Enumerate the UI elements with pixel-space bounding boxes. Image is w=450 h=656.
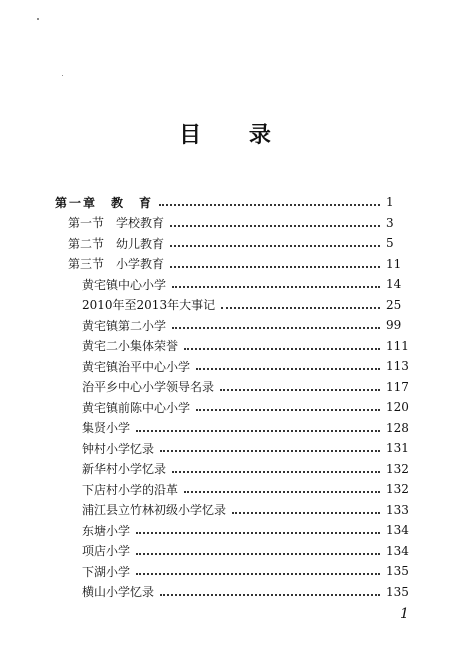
scan-speck <box>37 18 39 20</box>
toc-entry <box>82 274 408 294</box>
toc-entry-page: 135 <box>386 584 409 599</box>
toc-entry-title: 钟村小学忆录 <box>82 441 155 456</box>
toc-entry-title: 集贤小学 <box>82 421 131 435</box>
toc-entry <box>82 295 408 315</box>
dot-leader <box>172 471 380 473</box>
toc-entry-page: 133 <box>386 502 409 517</box>
toc-entry-title: 下店村小学的沿革 <box>82 482 179 497</box>
toc-entry <box>82 582 408 602</box>
toc-entry-page: 99 <box>386 318 402 332</box>
dot-leader <box>184 491 380 493</box>
toc-entry-page: 135 <box>386 564 409 578</box>
toc-entry-page: 131 <box>386 441 409 455</box>
toc-entry-page: 134 <box>386 523 409 537</box>
dot-leader <box>136 573 380 575</box>
dot-leader <box>159 204 380 206</box>
toc-entry <box>68 213 408 233</box>
toc-entry <box>82 377 408 397</box>
toc-entry <box>82 561 408 581</box>
toc-entry-title: 横山小学忆录 <box>82 585 155 599</box>
toc-entry-page: 117 <box>386 379 409 394</box>
toc-entry-page: 111 <box>386 338 409 353</box>
toc-entry-title: 东塘小学 <box>82 523 131 538</box>
toc-entry-title: 新华村小学忆录 <box>82 462 167 476</box>
toc-entry <box>82 479 408 499</box>
dot-leader <box>136 430 380 432</box>
toc-entry <box>82 315 408 335</box>
toc-entry-title: 黄宅镇治平中心小学 <box>82 359 191 374</box>
dot-leader <box>136 553 380 555</box>
dot-leader <box>232 512 380 514</box>
toc-entry-page: 128 <box>386 420 409 435</box>
toc-entry-title: 下湖小学 <box>82 564 131 579</box>
toc-entry-title: 黄宅二小集体荣誉 <box>82 339 179 353</box>
toc-entry-title: 项店小学 <box>82 544 131 558</box>
dot-leader <box>184 348 380 350</box>
toc-entry-title: 浦江县立竹林初级小学忆录 <box>82 503 227 517</box>
dot-leader <box>172 327 380 329</box>
toc-entry <box>82 520 408 540</box>
dot-leader <box>160 450 380 452</box>
toc-entry-page: 5 <box>386 236 394 250</box>
toc-entry <box>82 336 408 356</box>
page-title: 目 录 <box>179 122 291 148</box>
toc-entry-page: 113 <box>386 359 409 373</box>
toc-entry-page: 132 <box>386 461 409 476</box>
toc-entry <box>68 254 408 274</box>
toc-entry <box>82 397 408 417</box>
toc-entry <box>82 459 408 479</box>
toc-entry-title: 黄宅镇中心小学 <box>82 277 167 292</box>
toc-entry-title: 黄宅镇前陈中心小学 <box>82 400 191 415</box>
toc-entry-title: 第一章 教 育 <box>55 195 154 210</box>
toc-entry-title: 第一节 学校教育 <box>68 216 165 230</box>
toc-entry <box>82 500 408 520</box>
toc-entry-page: 134 <box>386 543 409 558</box>
dot-leader <box>172 286 380 288</box>
toc-entry-title: 治平乡中心小学领导名录 <box>82 380 215 394</box>
toc-entry-title: 2010年至2013年大事记 <box>82 298 216 312</box>
toc-entry <box>82 418 408 438</box>
toc-entry-page: 1 <box>386 195 394 209</box>
dot-leader <box>221 307 380 309</box>
dot-leader <box>136 532 380 534</box>
dot-leader <box>196 409 380 411</box>
toc-entry <box>68 233 408 253</box>
dot-leader <box>170 245 380 247</box>
toc-entry-page: 11 <box>386 256 402 271</box>
toc-entry-page: 14 <box>386 277 402 291</box>
toc-entry-page: 120 <box>386 400 409 414</box>
toc-entry-title: 第三节 小学教育 <box>68 257 165 271</box>
toc-entry <box>82 438 408 458</box>
dot-leader <box>170 266 380 268</box>
dot-leader <box>160 594 380 596</box>
page-number: 1 <box>400 606 409 622</box>
toc-entry-title: 黄宅镇第二小学 <box>82 318 167 333</box>
scan-speck <box>62 75 63 76</box>
toc-entry-page: 132 <box>386 482 409 496</box>
toc-entry <box>82 356 408 376</box>
dot-leader <box>220 389 380 391</box>
toc-entry <box>55 192 408 212</box>
toc-entry-page: 25 <box>386 297 402 312</box>
dot-leader <box>196 368 380 370</box>
toc-entry-page: 3 <box>386 215 394 230</box>
toc-entry-title: 第二节 幼儿教育 <box>68 236 165 251</box>
toc-entry <box>82 541 408 561</box>
dot-leader <box>170 225 380 227</box>
